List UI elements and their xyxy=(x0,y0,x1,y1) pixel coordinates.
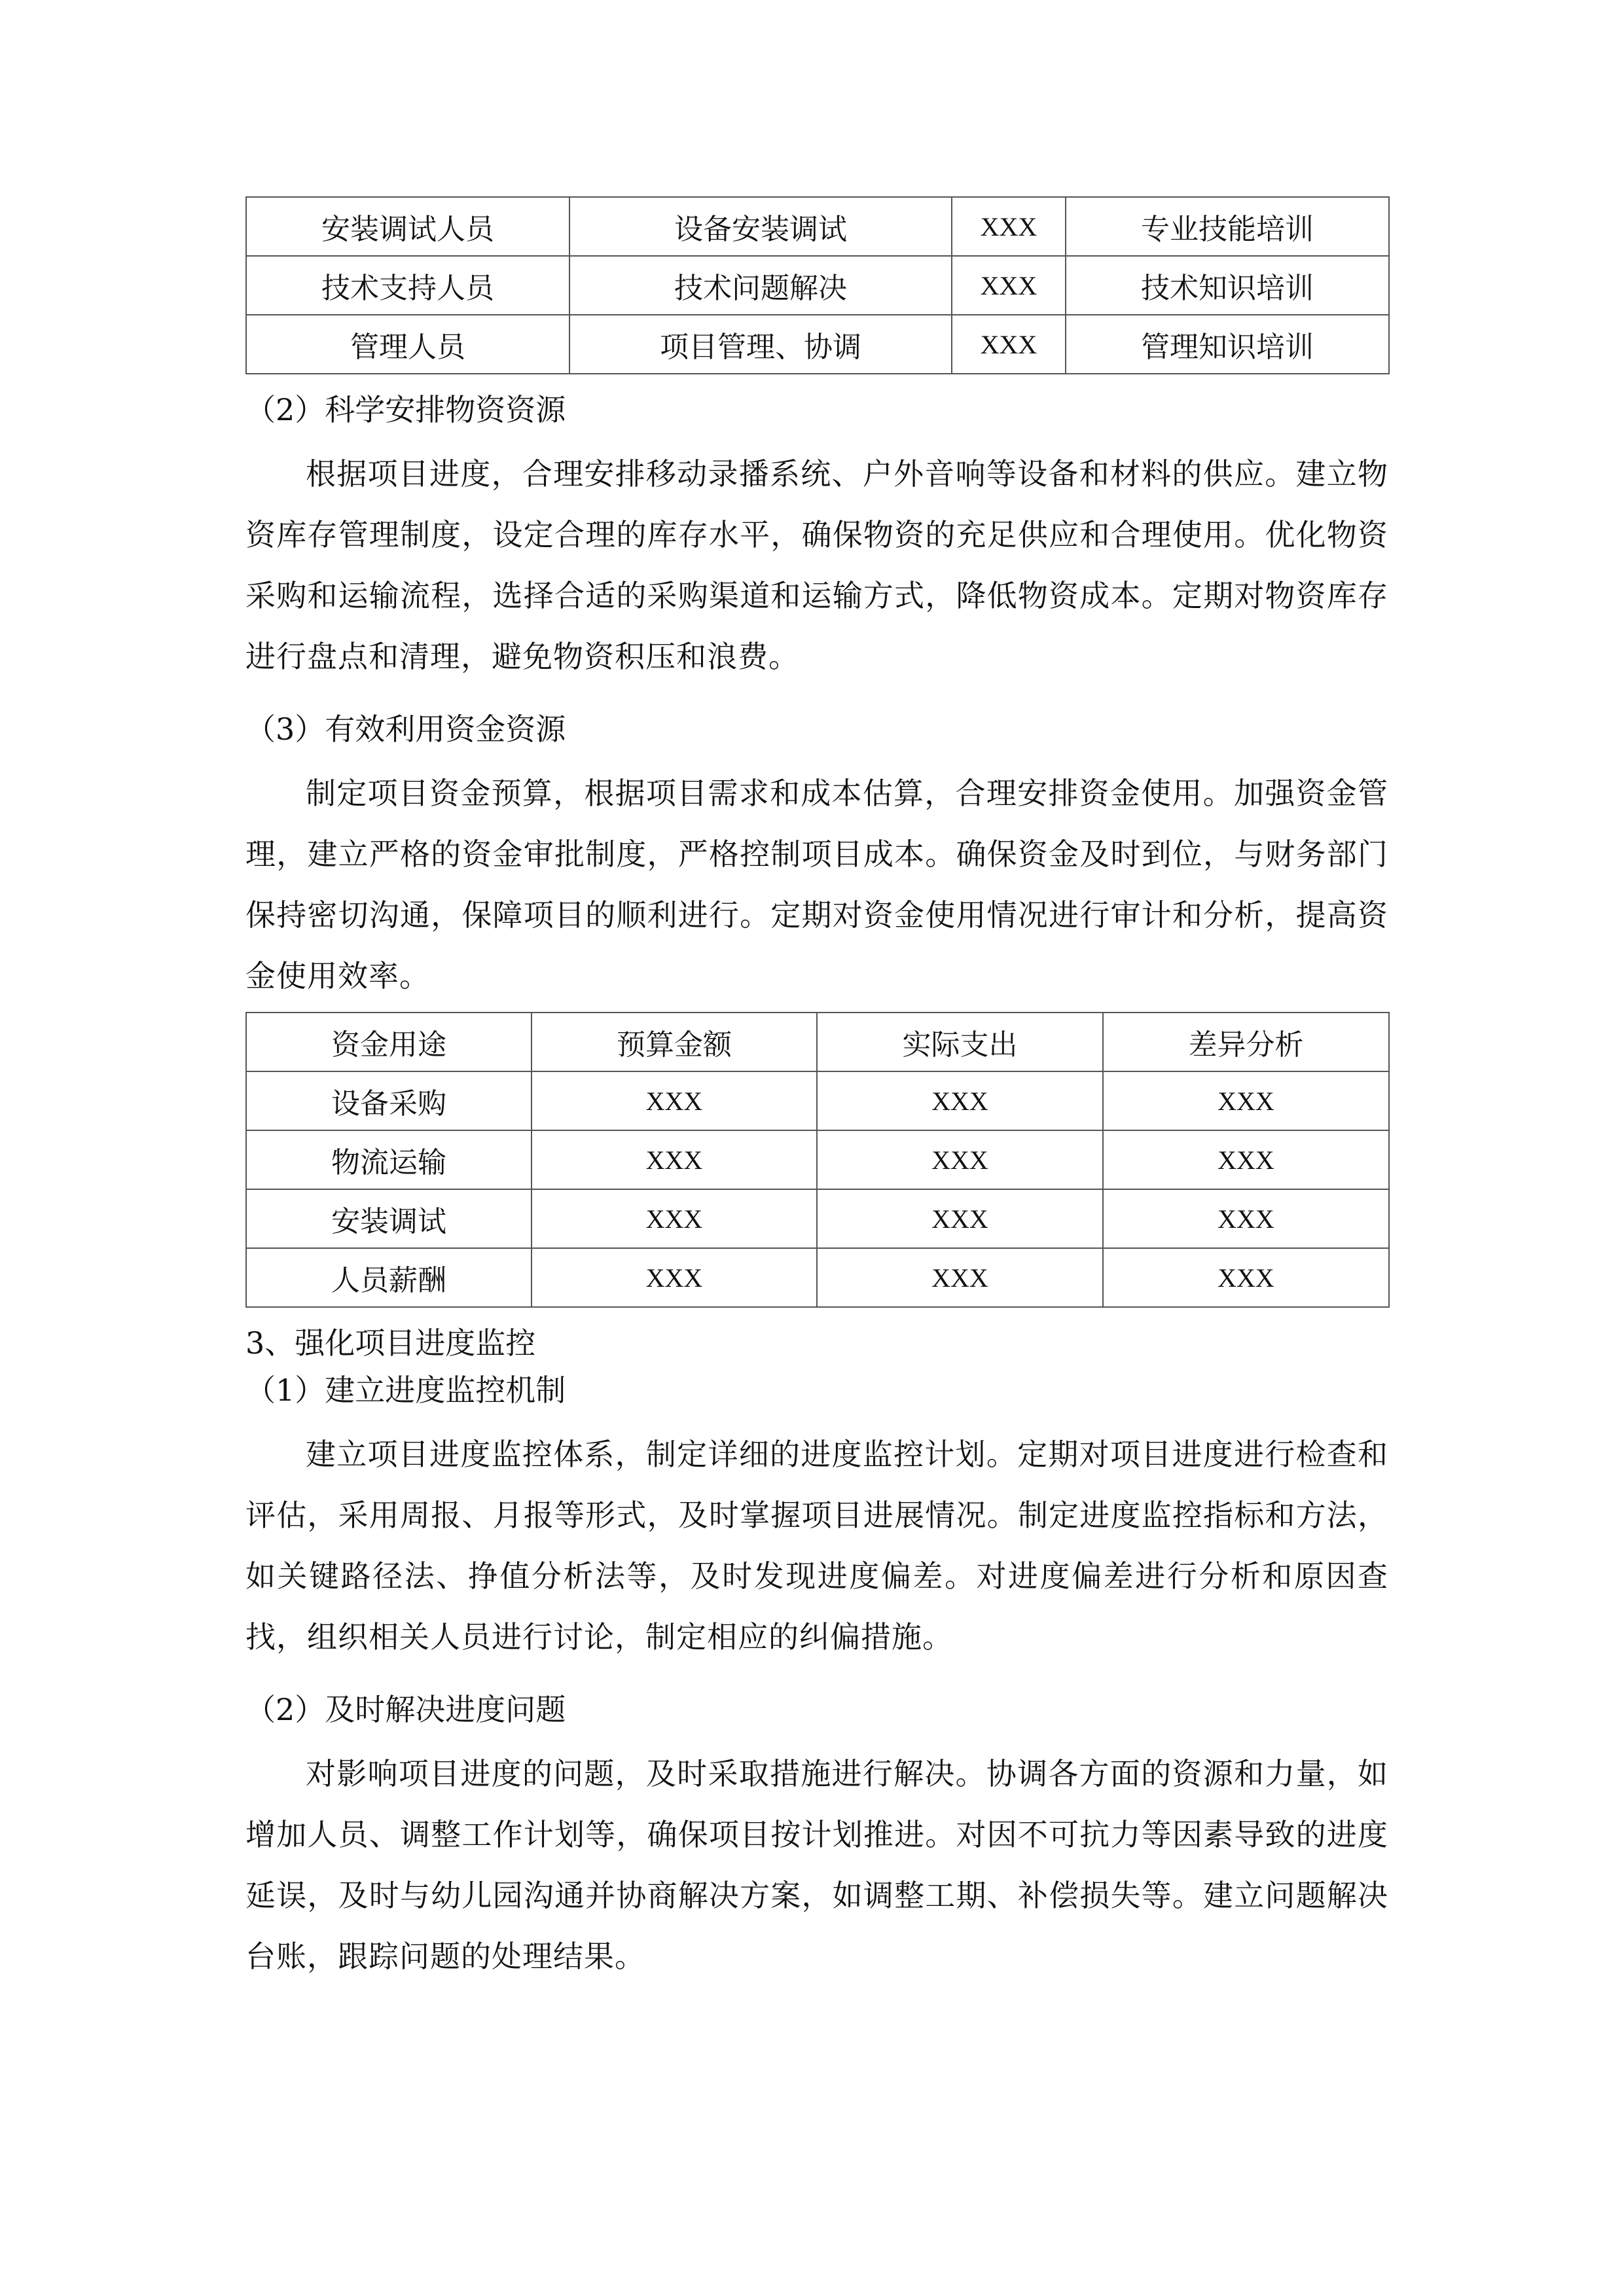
table-cell: XXX xyxy=(817,1130,1103,1189)
table-cell: 技术支持人员 xyxy=(246,256,569,315)
material-section-heading: （2）科学安排物资资源 xyxy=(245,392,566,427)
table-cell: XXX xyxy=(1103,1189,1389,1248)
table-header-cell: 预算金额 xyxy=(532,1013,817,1071)
document-page xyxy=(245,196,1388,1987)
table-cell: 技术知识培训 xyxy=(1066,256,1389,315)
progress-sub2-paragraph: 对影响项目进度的问题，及时采取措施进行解决。协调各方面的资源和力量，如增加人员、调整工作计划等，确保项目按计划推进。对因不可抗力等因素导致的进度延误，及时与幼儿园沟通并协商解决方案，如调整工期、补偿损失等。建立问题解决台账，跟踪问题的处理结果。 xyxy=(245,1756,1388,1974)
table-cell: 设备安装调试 xyxy=(569,197,952,256)
progress-sub2-heading: （2）及时解决进度问题 xyxy=(245,1692,566,1727)
table-cell: XXX xyxy=(817,1248,1103,1307)
table-cell: 管理人员 xyxy=(246,315,569,374)
table-cell: XXX xyxy=(532,1130,817,1189)
table-cell: XXX xyxy=(532,1071,817,1130)
table-header-cell: 差异分析 xyxy=(1103,1013,1389,1071)
table-row xyxy=(246,256,1389,315)
table-cell: 项目管理、协调 xyxy=(569,315,952,374)
table-cell: XXX xyxy=(952,315,1066,374)
table-header-row xyxy=(246,1013,1389,1071)
table-cell: XXX xyxy=(952,197,1066,256)
funds-table xyxy=(245,1012,1390,1308)
table-cell: 管理知识培训 xyxy=(1066,315,1389,374)
table-cell: 物流运输 xyxy=(246,1130,532,1189)
table-cell: XXX xyxy=(817,1071,1103,1130)
table-cell: XXX xyxy=(532,1189,817,1248)
table-cell: 人员薪酬 xyxy=(246,1248,532,1307)
table-cell: 安装调试人员 xyxy=(246,197,569,256)
table-row xyxy=(246,1071,1389,1130)
table-cell: 安装调试 xyxy=(246,1189,532,1248)
progress-sub1-paragraph: 建立项目进度监控体系，制定详细的进度监控计划。定期对项目进度进行检查和评估，采用周报、月报等形式，及时掌握项目进展情况。制定进度监控指标和方法，如关键路径法、挣值分析法等，及时发现进度偏差。对进度偏差进行分析和原因查找，组织相关人员进行讨论，制定相应的纠偏措施。 xyxy=(245,1437,1388,1655)
table-cell: 设备采购 xyxy=(246,1071,532,1130)
material-section-paragraph: 根据项目进度，合理安排移动录播系统、户外音响等设备和材料的供应。建立物资库存管理制度，设定合理的库存水平，确保物资的充足供应和合理使用。优化物资采购和运输流程，选择合适的采购渠道和运输方式，降低物资成本。定期对物资库存进行盘点和清理，避免物资积压和浪费。 xyxy=(245,456,1388,674)
progress-sub1-heading: （1）建立进度监控机制 xyxy=(245,1372,566,1408)
table-cell: XXX xyxy=(1103,1130,1389,1189)
progress-section-heading: 3、强化项目进度监控 xyxy=(245,1325,536,1361)
table-cell: XXX xyxy=(532,1248,817,1307)
table-cell: 技术问题解决 xyxy=(569,256,952,315)
table-row xyxy=(246,1130,1389,1189)
table-row xyxy=(246,1189,1389,1248)
staff-table xyxy=(245,196,1390,374)
table-header-cell: 实际支出 xyxy=(817,1013,1103,1071)
table-row xyxy=(246,315,1389,374)
table-cell: XXX xyxy=(1103,1248,1389,1307)
table-cell: 专业技能培训 xyxy=(1066,197,1389,256)
table-cell: XXX xyxy=(1103,1071,1389,1130)
funds-section-heading: （3）有效利用资金资源 xyxy=(245,711,566,747)
table-cell: XXX xyxy=(817,1189,1103,1248)
table-row xyxy=(246,1248,1389,1307)
table-cell: XXX xyxy=(952,256,1066,315)
table-header-cell: 资金用途 xyxy=(246,1013,532,1071)
funds-section-paragraph: 制定项目资金预算，根据项目需求和成本估算，合理安排资金使用。加强资金管理，建立严格的资金审批制度，严格控制项目成本。确保资金及时到位，与财务部门保持密切沟通，保障项目的顺利进行。定期对资金使用情况进行审计和分析，提高资金使用效率。 xyxy=(245,776,1388,994)
table-row xyxy=(246,197,1389,256)
